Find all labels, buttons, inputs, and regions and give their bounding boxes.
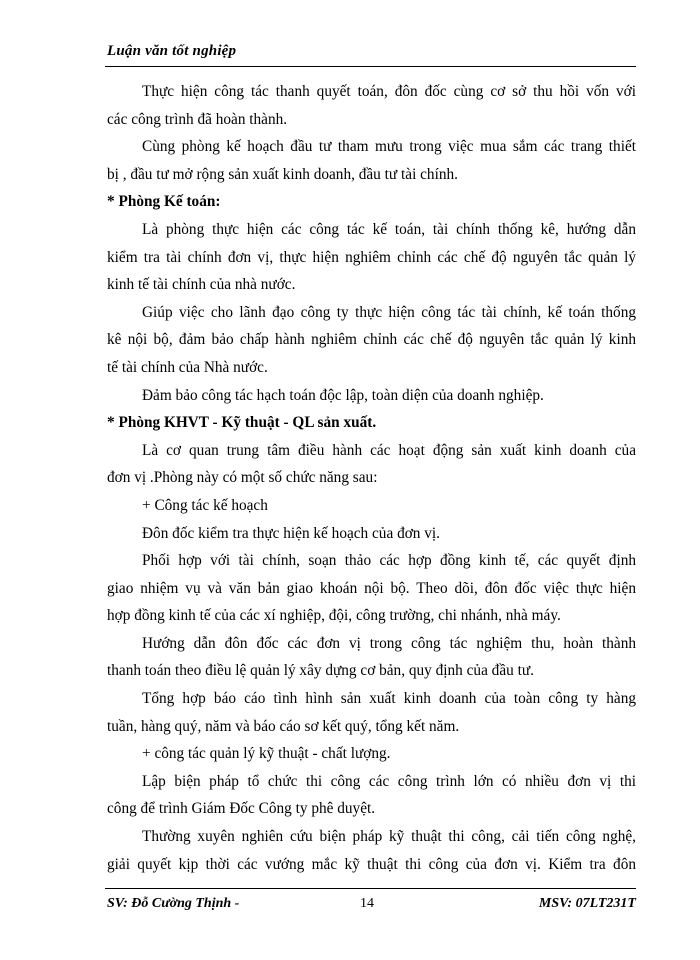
section-heading: * Phòng KHVT - Kỹ thuật - QL sản xuất. <box>107 414 377 432</box>
body-text-line: kiểm tra tài chính đơn vị, thực hiện nghiêm chỉnh các chế độ nguyên tắc quản lý <box>107 248 636 266</box>
body-text-line: Hướng dẫn đôn đốc các đơn vị trong công tác nghiệm thu, hoàn thành <box>142 634 636 652</box>
body-text-line: công để trình Giám Đốc Công ty phê duyệt. <box>107 800 376 818</box>
body-text-line: Phối hợp với tài chính, soạn thảo các hợp đồng kinh tế, các quyết định <box>142 552 636 570</box>
body-text-line: bị , đầu tư mở rộng sản xuất kinh doanh, đầu tư tài chính. <box>107 165 458 183</box>
body-text-line: Đôn đốc kiểm tra thực hiện kế hoạch của đơn vị. <box>142 524 441 542</box>
body-text-line: kê nội bộ, đảm bảo chấp hành nghiêm chỉnh các chế độ nguyên tắc quản lý kinh <box>107 331 636 349</box>
footer-student-id: MSV: 07LT231T <box>538 896 636 911</box>
body-text-line: đơn vị .Phòng này có một số chức năng sau: <box>107 469 378 487</box>
body-text-line: giao nhiệm vụ và văn bản giao khoán nội bộ. Theo dõi, đôn đốc việc thực hiện <box>107 579 636 597</box>
body-text-line: giải quyết kịp thời các vướng mắc kỹ thuật thi công của đơn vị. Kiểm tra đôn <box>107 855 636 873</box>
page-number: 14 <box>360 896 374 911</box>
running-header-title: Luận văn tốt nghiệp <box>107 43 237 59</box>
body-text-line: + công tác quản lý kỹ thuật - chất lượng. <box>142 745 391 763</box>
header-rule <box>105 66 636 67</box>
body-text-line: Đảm bảo công tác hạch toán độc lập, toàn diện của doanh nghiệp. <box>142 386 544 404</box>
footer-student-name: SV: Đỗ Cường Thịnh - <box>107 896 240 911</box>
body-text-line: Cùng phòng kế hoạch đầu tư tham mưu trong việc mua sắm các trang thiết <box>142 138 636 156</box>
body-text-line: Là cơ quan trung tâm điều hành các hoạt động sản xuất kinh doanh của <box>142 441 636 459</box>
body-text-line: Thực hiện công tác thanh quyết toán, đôn đốc cùng cơ sở thu hồi vốn với <box>142 83 636 100</box>
body-text-line: + Công tác kế hoạch <box>142 496 268 514</box>
body-text-line: Lập biện pháp tổ chức thi công các công trình lớn có nhiều đơn vị thi <box>142 772 636 790</box>
body-text-line: tuần, hàng quý, năm và báo cáo sơ kết quý, tổng kết năm. <box>107 717 460 735</box>
section-heading: * Phòng Kế toán: <box>107 193 221 211</box>
page-body <box>107 78 636 878</box>
footer-rule <box>105 888 636 889</box>
body-text-line: Thường xuyên nghiên cứu biện pháp kỹ thuật thi công, cải tiến công nghệ, <box>142 828 636 846</box>
body-text-line: Là phòng thực hiện các công tác kế toán, tài chính thống kê, hướng dẫn <box>142 220 636 238</box>
body-text-line: thanh toán theo điều lệ quản lý xây dựng cơ bản, quy định của đầu tư. <box>107 662 534 680</box>
body-text-line: Tổng hợp báo cáo tình hình sản xuất kinh doanh của toàn công ty hàng <box>142 690 636 708</box>
body-text-line: hợp đồng kinh tế của các xí nghiệp, đội, công trường, chi nhánh, nhà máy. <box>107 607 561 625</box>
body-text-line: tế tài chính của Nhà nước. <box>107 358 268 376</box>
body-text-line: Giúp việc cho lãnh đạo công ty thực hiện công tác tài chính, kế toán thống <box>142 303 636 321</box>
body-text-line: các công trình đã hoàn thành. <box>107 110 288 128</box>
body-text-line: kinh tế tài chính của nhà nước. <box>107 276 296 294</box>
